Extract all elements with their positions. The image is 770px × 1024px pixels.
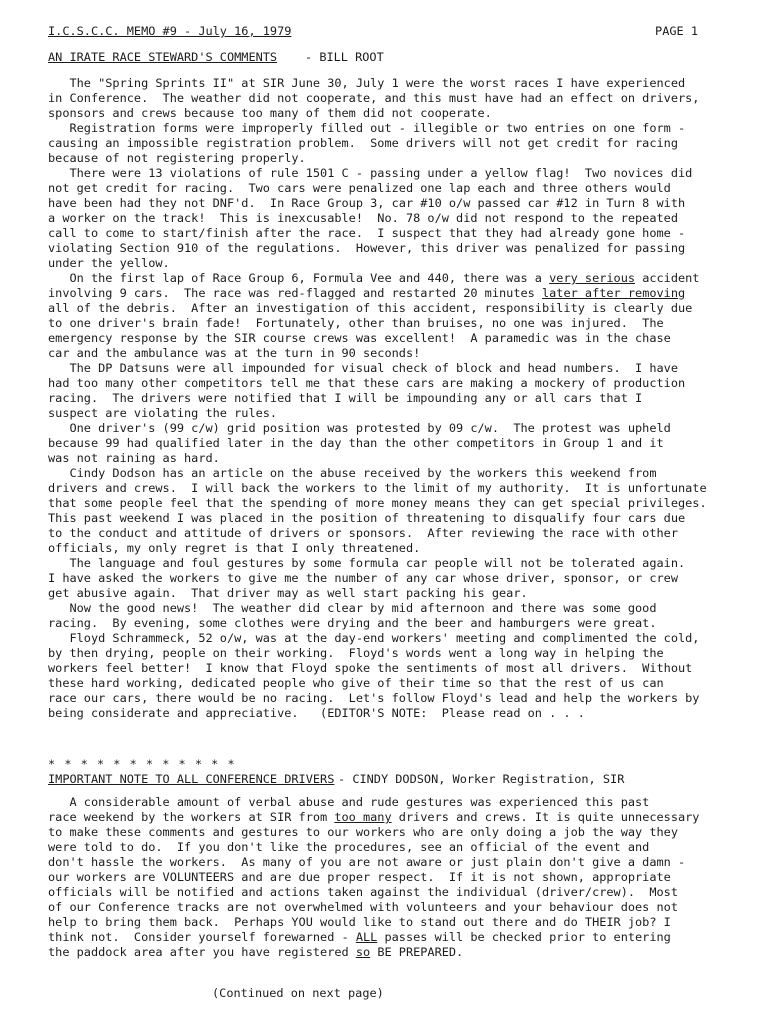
text-line: by then drying, people on their working. Floyd's words went a long way in helping the	[48, 646, 664, 660]
text-line: a worker on the track! This is inexcusable! No. 78 o/w did not respond to the repeated	[48, 211, 678, 225]
text-line: race weekend by the workers at SIR from too many drivers and crews. It is quite unnecessary	[48, 810, 700, 824]
article1-body	[48, 76, 758, 721]
article1-heading: AN IRATE RACE STEWARD'S COMMENTS	[48, 50, 278, 64]
underlined-emphasis: very serious	[549, 271, 636, 285]
text-line: The DP Datsuns were all impounded for visual check of block and head numbers. I have	[48, 361, 678, 375]
text-line: Floyd Schrammeck, 52 o/w, was at the day-end workers' meeting and complimented the cold,	[48, 631, 700, 645]
text-line: don't hassle the workers. As many of you are not aware or just plain don't give a damn -	[48, 855, 686, 869]
text-line: had too many other competitors tell me that these cars are making a mockery of production	[48, 376, 686, 390]
text-line: violating Section 910 of the regulations. However, this driver was penalized for passing	[48, 241, 686, 255]
underlined-emphasis: later after removing	[541, 286, 686, 300]
text-line: This past weekend I was placed in the position of threatening to disqualify four cars due	[48, 511, 686, 525]
text-line: help to bring them back. Perhaps YOU would like to stand out there and do THEIR job? I	[48, 915, 671, 929]
underlined-emphasis: so	[355, 945, 371, 959]
text-line: all of the debris. After an investigation of this accident, responsibility is clearly due	[48, 301, 693, 315]
text-line: in Conference. The weather did not cooperate, and this must have had an effect on drivers,	[48, 91, 700, 105]
article2-author: - CINDY DODSON, Worker Registration, SIR	[338, 772, 625, 786]
text-line: was not raining as hard.	[48, 451, 220, 465]
text-line: because 99 had qualified later in the day than the other competitors in Group 1 and it	[48, 436, 664, 450]
text-line: racing. The drivers were notified that I will be impounding any or all cars that I	[48, 391, 643, 405]
text-line: under the yellow.	[48, 256, 170, 270]
text-line: because of not registering properly.	[48, 151, 306, 165]
text-line: Registration forms were improperly filled out - illegible or two entries on one form -	[48, 121, 686, 135]
text-line: have been had they not DNF'd. In Race Group 3, car #10 o/w passed car #12 in Turn 8 with	[48, 196, 686, 210]
article2-body	[48, 795, 758, 960]
text-line: causing an impossible registration problem. Some drivers will not get credit for racing	[48, 136, 678, 150]
text-line: these hard working, dedicated people who give of their time so that the rest of us can	[48, 676, 664, 690]
text-line: our workers are VOLUNTEERS and are due proper respect. If it is not shown, appropriate	[48, 870, 671, 884]
text-line: emergency response by the SIR course crews was excellent! A paramedic was in the chase	[48, 331, 671, 345]
text-line: A considerable amount of verbal abuse and rude gestures was experienced this past	[48, 795, 650, 809]
text-line: not get credit for racing. Two cars were penalized one lap each and three others would	[48, 181, 671, 195]
text-line: call to come to start/finish after the race. I suspect that they had already gone home -	[48, 226, 686, 240]
text-line: I have asked the workers to give me the number of any car whose driver, sponsor, or crew	[48, 571, 678, 585]
text-line: drivers and crews. I will back the workers to the limit of my authority. It is unfortunate	[48, 481, 707, 495]
text-line: get abusive again. That driver may as well start packing his gear.	[48, 586, 528, 600]
underlined-emphasis: ALL	[355, 930, 378, 944]
article2-heading: IMPORTANT NOTE TO ALL CONFERENCE DRIVERS	[48, 772, 335, 786]
text-line: think not. Consider yourself forewarned - ALL passes will be checked prior to entering	[48, 930, 671, 944]
text-line: sponsors and crews because too many of them did not cooperate.	[48, 106, 492, 120]
text-line: officials will be notified and actions taken against the individual (driver/crew). Most	[48, 885, 678, 899]
text-line: There were 13 violations of rule 1501 C - passing under a yellow flag! Two novices did	[48, 166, 693, 180]
text-line: Now the good news! The weather did clear by mid afternoon and there was some good	[48, 601, 657, 615]
text-line: of our Conference tracks are not overwhelmed with volunteers and your behaviour does not	[48, 900, 678, 914]
continued-note: (Continued on next page)	[212, 986, 384, 1000]
page-number: PAGE 1	[655, 24, 698, 38]
text-line: involving 9 cars. The race was red-flagged and restarted 20 minutes later after removing	[48, 286, 686, 300]
text-line: to one driver's brain fade! Fortunately, other than bruises, no one was injured. The	[48, 316, 664, 330]
text-line: On the first lap of Race Group 6, Formula Vee and 440, there was a very serious accident	[48, 271, 700, 285]
text-line: workers feel better! I know that Floyd spoke the sentiments of most all drivers. Without	[48, 661, 693, 675]
text-line: officials, my only regret is that I only threatened.	[48, 541, 421, 555]
text-line: to the conduct and attitude of drivers or sponsors. After reviewing the race with other	[48, 526, 678, 540]
text-line: were told to do. If you don't like the procedures, see an official of the event and	[48, 840, 650, 854]
underlined-emphasis: too many	[334, 810, 392, 824]
text-line: The "Spring Sprints II" at SIR June 30, July 1 were the worst races I have experienced	[48, 76, 686, 90]
text-line: to make these comments and gestures to our workers who are only doing a job the way they	[48, 825, 678, 839]
memo-title: I.C.S.C.C. MEMO #9 - July 16, 1979	[48, 24, 292, 38]
text-line: suspect are violating the rules.	[48, 406, 278, 420]
section-separator: * * * * * * * * * * * *	[48, 757, 236, 771]
text-line: The language and foul gestures by some formula car people will not be tolerated again.	[48, 556, 686, 570]
text-line: the paddock area after you have registered so BE PREPARED.	[48, 945, 464, 959]
text-line: racing. By evening, some clothes were drying and the beer and hamburgers were great.	[48, 616, 657, 630]
article1-author: - BILL ROOT	[305, 50, 384, 64]
text-line: Cindy Dodson has an article on the abuse received by the workers this weekend from	[48, 466, 657, 480]
text-line: being considerate and appreciative. (EDITOR'S NOTE: Please read on . . .	[48, 706, 585, 720]
page-header	[48, 24, 698, 39]
text-line: race our cars, there would be no racing. Let's follow Floyd's lead and help the workers by	[48, 691, 700, 705]
text-line: that some people feel that the spending of more money means they can get special privileges.	[48, 496, 707, 510]
text-line: One driver's (99 c/w) grid position was protested by 09 c/w. The protest was upheld	[48, 421, 671, 435]
text-line: car and the ambulance was at the turn in 90 seconds!	[48, 346, 421, 360]
